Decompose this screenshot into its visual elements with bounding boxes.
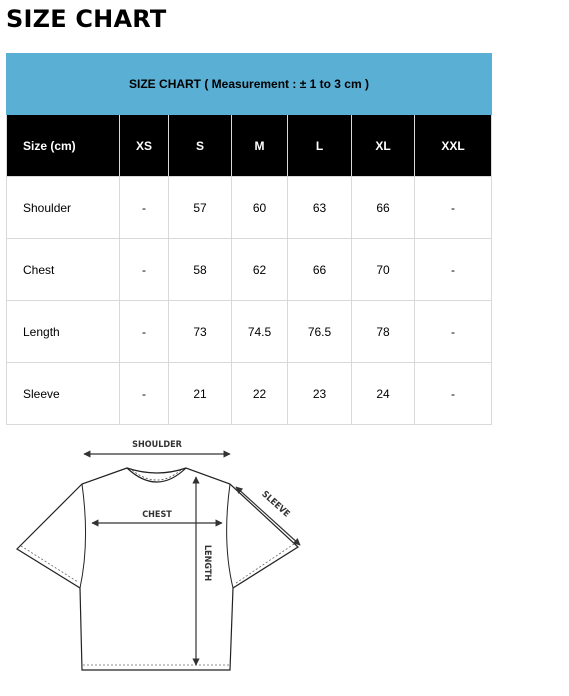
row-label: Sleeve: [7, 363, 120, 425]
column-header-xxl: XXL: [415, 115, 492, 177]
table-cell: -: [120, 239, 169, 301]
table-cell: 76.5: [288, 301, 352, 363]
table-row-sleeve: [7, 363, 492, 425]
table-cell: -: [120, 177, 169, 239]
column-header-xs: XS: [120, 115, 169, 177]
table-cell: -: [415, 301, 492, 363]
shoulder-label: SHOULDER: [132, 440, 182, 450]
table-cell: 74.5: [232, 301, 288, 363]
column-header-m: M: [232, 115, 288, 177]
table-cell: -: [415, 363, 492, 425]
table-cell: 78: [352, 301, 415, 363]
table-cell: 73: [169, 301, 232, 363]
tshirt-outline: [17, 468, 298, 670]
table-cell: 66: [288, 239, 352, 301]
table-cell: 63: [288, 177, 352, 239]
table-row-length: [7, 301, 492, 363]
table-cell: 22: [232, 363, 288, 425]
table-cell: -: [120, 363, 169, 425]
table-cell: 23: [288, 363, 352, 425]
table-banner: SIZE CHART ( Measurement : ± 1 to 3 cm ): [7, 54, 492, 115]
table-cell: -: [415, 177, 492, 239]
table-cell: 21: [169, 363, 232, 425]
table-cell: 66: [352, 177, 415, 239]
column-header-s: S: [169, 115, 232, 177]
page-title: SIZE CHART: [6, 5, 167, 33]
table-cell: -: [415, 239, 492, 301]
row-label: Shoulder: [7, 177, 120, 239]
table-header-row: [7, 115, 492, 177]
table-cell: 62: [232, 239, 288, 301]
table-cell: -: [120, 301, 169, 363]
size-chart-table: [6, 53, 492, 425]
column-header-size: Size (cm): [7, 115, 120, 177]
column-header-l: L: [288, 115, 352, 177]
table-cell: 57: [169, 177, 232, 239]
table-banner-row: [7, 54, 492, 115]
length-label: LENGTH: [202, 544, 212, 582]
row-label: Length: [7, 301, 120, 363]
chest-label: CHEST: [142, 510, 172, 520]
sleeve-label: SLEEVE: [259, 489, 292, 520]
row-label: Chest: [7, 239, 120, 301]
table-cell: 60: [232, 177, 288, 239]
table-cell: 24: [352, 363, 415, 425]
table-row-shoulder: [7, 177, 492, 239]
column-header-xl: XL: [352, 115, 415, 177]
table-cell: 70: [352, 239, 415, 301]
tshirt-measurement-diagram: [10, 432, 310, 682]
table-cell: 58: [169, 239, 232, 301]
table-row-chest: [7, 239, 492, 301]
